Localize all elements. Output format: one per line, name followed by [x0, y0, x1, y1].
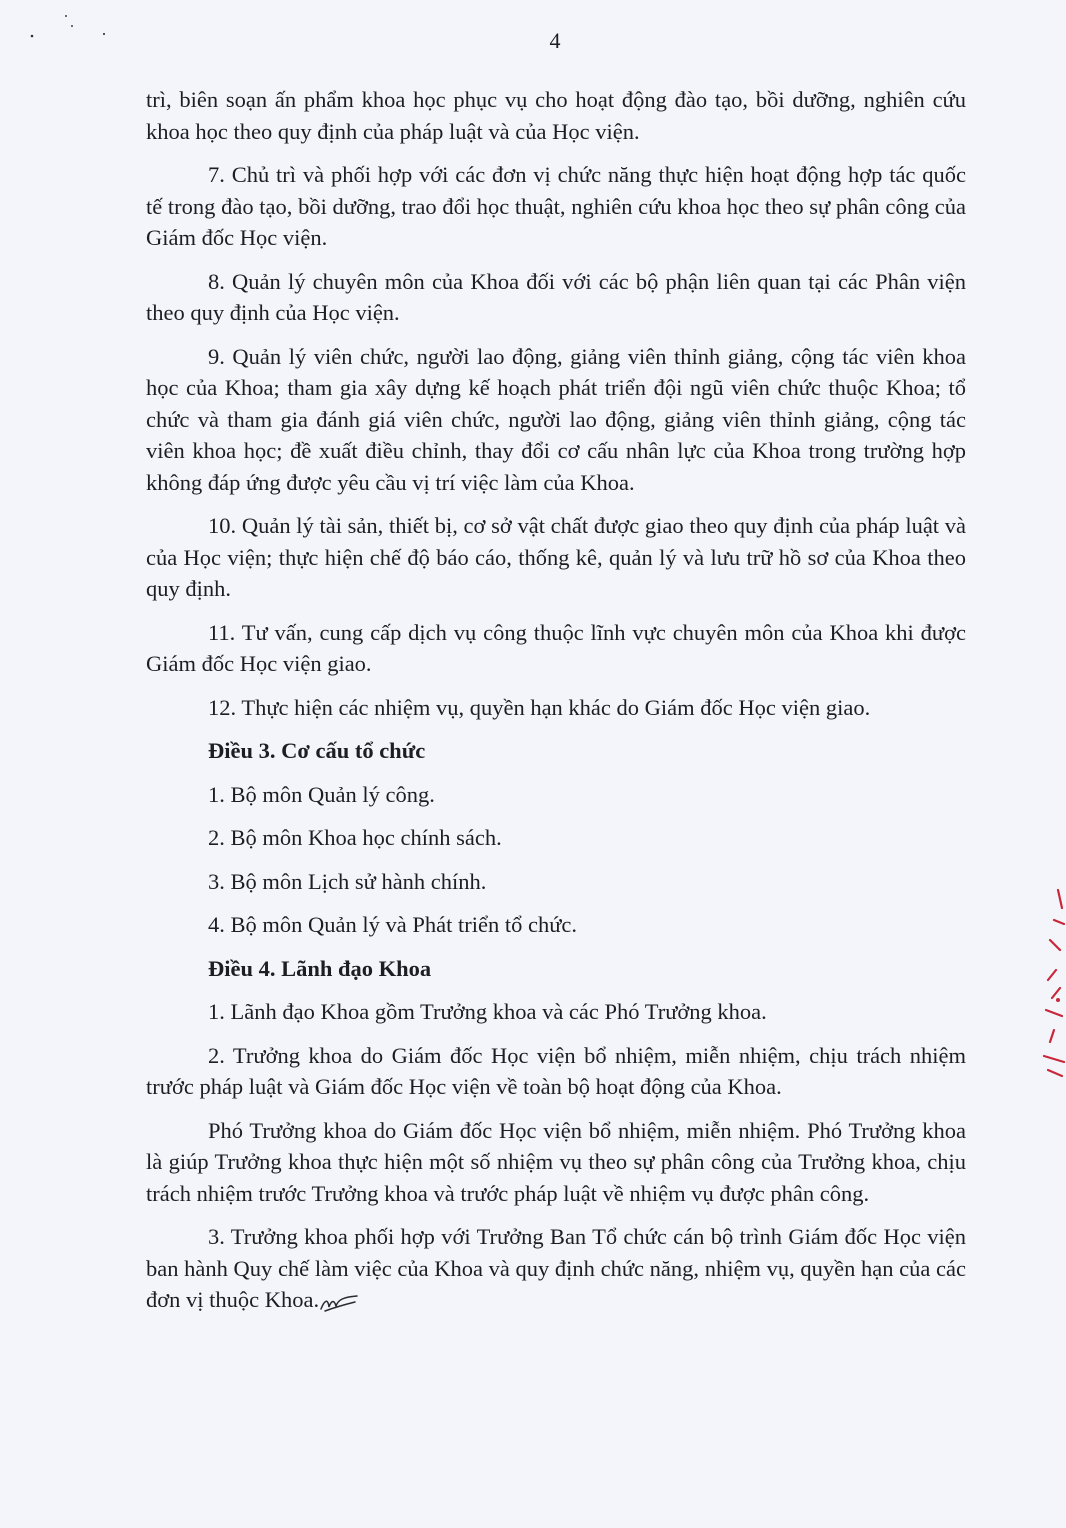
paragraph-item-11: 11. Tư vấn, cung cấp dịch vụ công thuộc lĩnh vực chuyên môn của Khoa khi được Giám đốc Học viện giao.: [146, 619, 966, 676]
article-3-item-1: 1. Bộ môn Quản lý công.: [208, 781, 435, 807]
paragraph-continued: trì, biên soạn ấn phẩm khoa học phục vụ cho hoạt động đào tạo, bồi dưỡng, nghiên cứu khoa học theo quy định của pháp luật và của Học viện.: [146, 87, 966, 144]
handwritten-initials-icon: [319, 1293, 359, 1313]
paragraph-item-12: 12. Thực hiện các nhiệm vụ, quyền hạn khác do Giám đốc Học viện giao.: [208, 694, 871, 720]
page-number: 4: [549, 28, 561, 53]
article-3-item-2: 2. Bộ môn Khoa học chính sách.: [208, 825, 502, 850]
document-body: [146, 84, 966, 1316]
article-3-heading: Điều 3. Cơ cấu tổ chức: [208, 738, 426, 763]
article-4-item-3: [146, 1221, 966, 1316]
article-4-heading: Điều 4. Lãnh đạo Khoa: [208, 955, 432, 981]
article-4-deputy-paragraph: Phó Trưởng khoa do Giám đốc Học viện bổ nhiệm, miễn nhiệm. Phó Trưởng khoa là giúp Trưởng khoa thực hiện một số nhiệm vụ theo sự phân công của Trưởng khoa, chịu trách nhiệm trước Trưởng khoa và trước pháp luật về nhiệm vụ được phân công.: [146, 1117, 966, 1206]
paragraph-item-10: 10. Quản lý tài sản, thiết bị, cơ sở vật chất được giao theo quy định của pháp luật và của Học viện; thực hiện chế độ báo cáo, thống kê, quản lý và lưu trữ hồ sơ của Khoa theo quy định.: [146, 513, 966, 601]
article-4-item-3-text: 3. Trưởng khoa phối hợp với Trưởng Ban Tổ chức cán bộ trình Giám đốc Học viện ban hành Quy chế làm việc của Khoa và quy định chức năng, nhiệm vụ, quyền hạn của các đơn vị thuộc Khoa.: [146, 1224, 966, 1312]
article-3-item-3: 3. Bộ môn Lịch sử hành chính.: [208, 868, 487, 894]
paragraph-item-8: 8. Quản lý chuyên môn của Khoa đối với các bộ phận liên quan tại các Phân viện theo quy định của Học viện.: [146, 268, 966, 325]
paragraph-item-9: 9. Quản lý viên chức, người lao động, giảng viên thỉnh giảng, cộng tác viên khoa học của Khoa; tham gia xây dựng kế hoạch phát triển đội ngũ viên chức thuộc Khoa; tổ chức và tham gia đánh giá viên chức, người lao động, giảng viên thỉnh giảng, cộng tác viên khoa học; đề xuất điều chỉnh, thay đổi cơ cấu nhân lực của Khoa trong trường hợp không đáp ứng được yêu cầu vị trí việc làm của Khoa.: [146, 343, 966, 495]
red-seal-stamp-icon: [1036, 880, 1066, 1080]
paragraph-item-7: 7. Chủ trì và phối hợp với các đơn vị chức năng thực hiện hoạt động hợp tác quốc tế trong đào tạo, bồi dưỡng, trao đổi học thuật, nghiên cứu khoa học theo sự phân công của Giám đốc Học viện.: [146, 162, 966, 250]
article-4-item-2: 2. Trưởng khoa do Giám đốc Học viện bổ nhiệm, miễn nhiệm, chịu trách nhiệm trước pháp luật và Giám đốc Học viện về toàn bộ hoạt động của Khoa.: [146, 1042, 966, 1099]
article-4-item-1: 1. Lãnh đạo Khoa gồm Trưởng khoa và các Phó Trưởng khoa.: [208, 999, 767, 1024]
article-3-item-4: 4. Bộ môn Quản lý và Phát triển tổ chức.: [208, 912, 578, 937]
